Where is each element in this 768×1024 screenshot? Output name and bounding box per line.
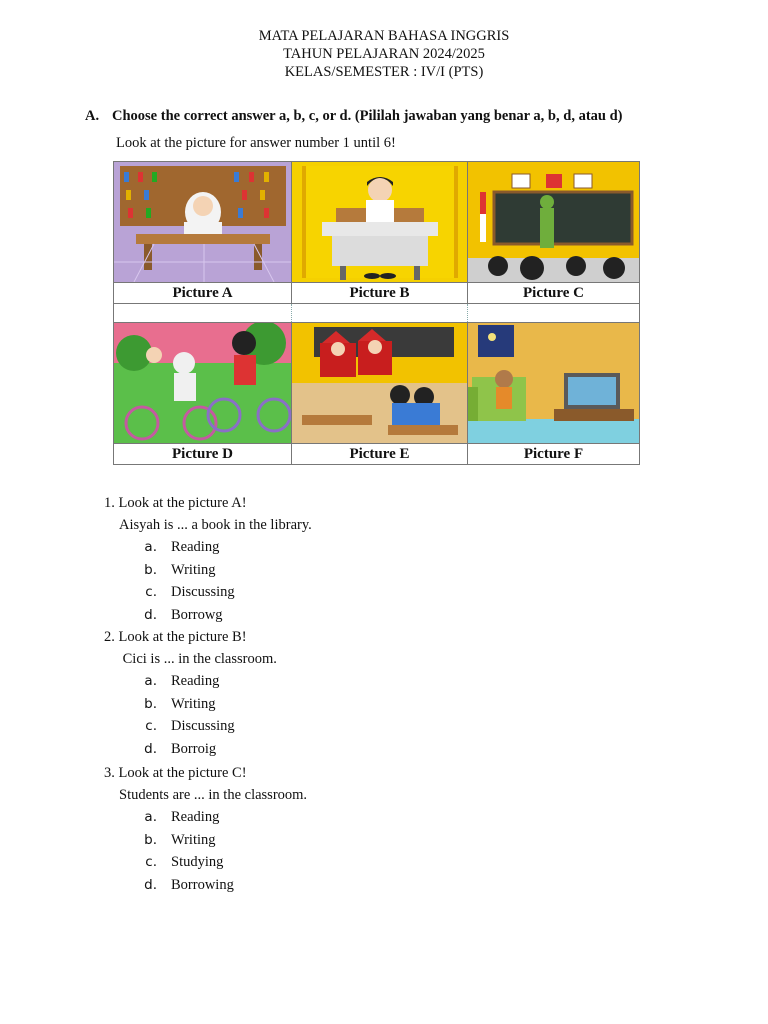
option-d[interactable] [104, 874, 664, 897]
option-text: Discussing [171, 584, 235, 600]
question-stem: Students are ... in the classroom. [119, 787, 308, 803]
question-prompt: Look at the picture C! [118, 765, 247, 781]
option-d[interactable] [104, 604, 664, 627]
school-year: TAHUN PELAJARAN 2024/2025 [283, 46, 485, 62]
option-a[interactable] [104, 670, 664, 693]
option-a[interactable] [104, 536, 664, 559]
option-text: Reading [171, 539, 220, 555]
question-number: 2. [104, 629, 115, 645]
picture-b-illustration [292, 162, 467, 282]
option-text: Writing [171, 695, 216, 712]
option-text: Borrowing [171, 876, 234, 893]
option-b[interactable] [104, 559, 664, 582]
picture-d-caption: Picture D [114, 444, 292, 465]
option-letter: c. [145, 584, 157, 600]
picture-a-illustration [114, 162, 291, 282]
option-letter: d. [144, 606, 157, 623]
option-letter: d. [144, 876, 157, 893]
option-letter: a. [144, 809, 157, 825]
option-c[interactable] [104, 715, 664, 738]
option-letter: b. [144, 831, 157, 848]
option-letter: b. [144, 695, 157, 712]
option-text: Writing [171, 561, 216, 578]
question-3 [104, 762, 664, 896]
question-1 [104, 492, 664, 626]
picture-d-illustration [114, 323, 291, 443]
option-c[interactable] [104, 851, 664, 874]
picture-a-caption: Picture A [114, 283, 292, 304]
option-letter: d. [144, 740, 157, 757]
question-prompt: Look at the picture A! [118, 495, 247, 511]
question-2 [104, 626, 664, 760]
picture-instruction: Look at the picture for answer number 1 until 6! [116, 135, 396, 151]
picture-f-caption: Picture F [468, 444, 640, 465]
option-text: Writing [171, 831, 216, 848]
option-letter: b. [144, 561, 157, 578]
option-text: Reading [171, 673, 220, 689]
option-b[interactable] [104, 693, 664, 716]
section-title: Choose the correct answer a, b, c, or d. (Pililah jawaban yang benar a, b, d, atau d) [112, 108, 623, 124]
option-letter: a. [144, 539, 157, 555]
option-d[interactable] [104, 738, 664, 761]
question-number: 3. [104, 765, 115, 781]
picture-grid [113, 161, 639, 464]
option-letter: a. [144, 673, 157, 689]
option-text: Borroig [171, 740, 217, 757]
picture-b-caption: Picture B [292, 283, 468, 304]
question-prompt: Look at the picture B! [118, 629, 247, 645]
option-text: Discussing [171, 718, 235, 734]
option-letter: c. [145, 718, 157, 734]
question-number: 1. [104, 495, 115, 511]
section-heading [85, 108, 622, 125]
question-stem: Aisyah is ... a book in the library. [119, 517, 312, 533]
option-a[interactable] [104, 806, 664, 829]
picture-e-caption: Picture E [292, 444, 468, 465]
option-text: Studying [171, 854, 224, 870]
option-text: Reading [171, 809, 220, 825]
option-b[interactable] [104, 829, 664, 852]
picture-f-illustration [468, 323, 639, 443]
class-semester: KELAS/SEMESTER : IV/I (PTS) [284, 64, 484, 80]
picture-c-caption: Picture C [468, 283, 640, 304]
option-c[interactable] [104, 581, 664, 604]
subject-title: MATA PELAJARAN BAHASA INGGRIS [258, 28, 510, 44]
picture-e-illustration [292, 323, 467, 443]
document-header [0, 27, 768, 81]
question-stem: Cici is ... in the classroom. [119, 651, 277, 667]
option-letter: c. [145, 854, 157, 870]
section-letter: A. [85, 108, 100, 124]
option-text: Borrowg [171, 606, 223, 623]
picture-c-illustration [468, 162, 639, 282]
